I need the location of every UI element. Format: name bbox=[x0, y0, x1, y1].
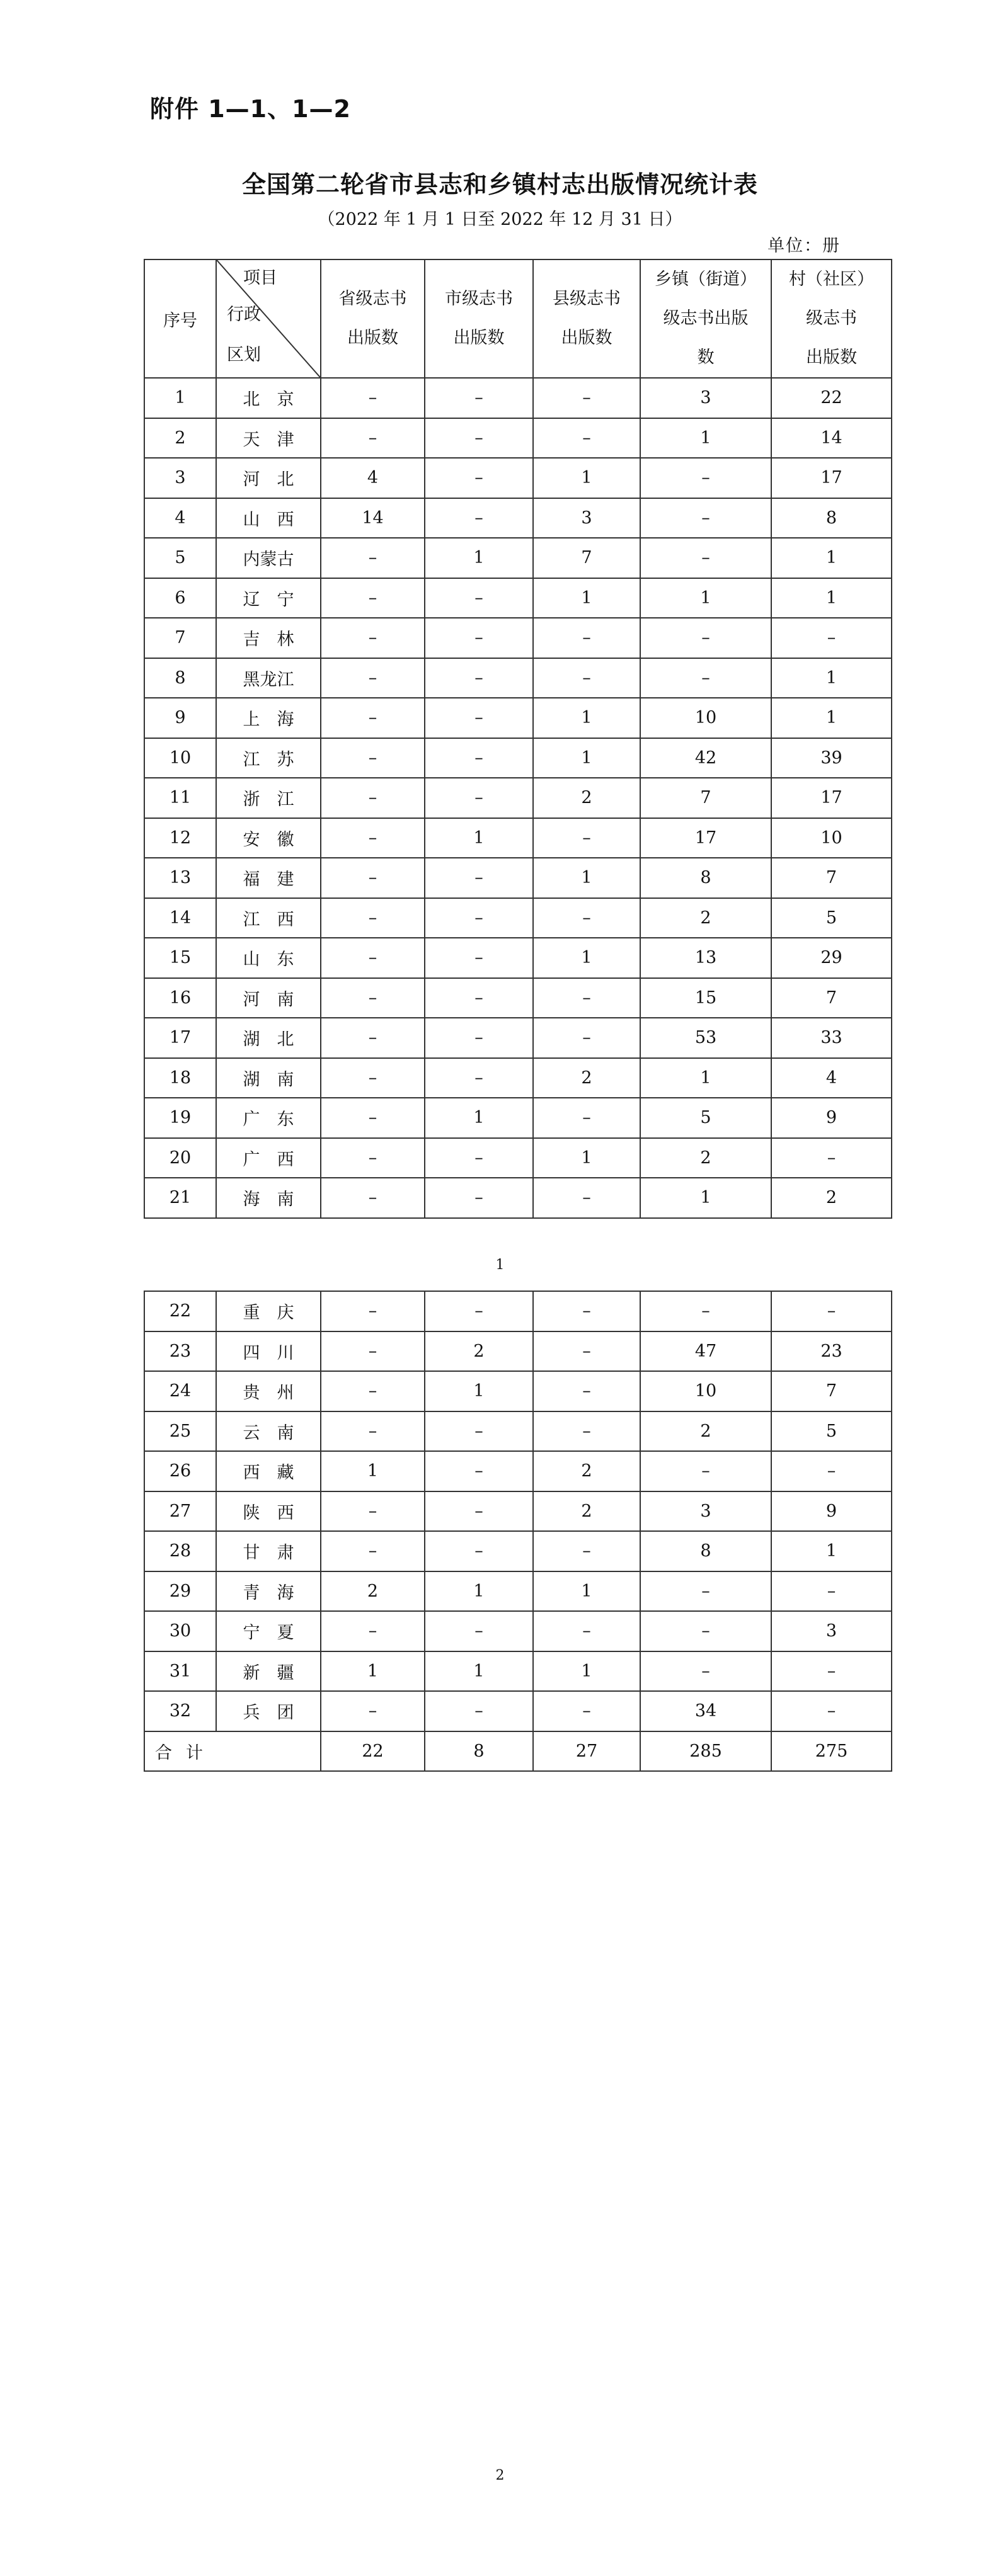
table-row bbox=[144, 1018, 892, 1058]
table-row bbox=[144, 378, 892, 418]
cell-county: – bbox=[533, 418, 640, 459]
cell-county: – bbox=[533, 1098, 640, 1138]
cell-township: – bbox=[640, 1451, 771, 1491]
cell-region: 重 庆 bbox=[216, 1291, 321, 1331]
cell-village: 7 bbox=[771, 858, 892, 898]
cell-county: – bbox=[533, 1691, 640, 1731]
cell-village: – bbox=[771, 1291, 892, 1331]
cell-village: 14 bbox=[771, 418, 892, 459]
cell-village: 8 bbox=[771, 498, 892, 539]
cell-city: 1 bbox=[425, 538, 533, 578]
cell-city: 2 bbox=[425, 1331, 533, 1372]
cell-county: 1 bbox=[533, 1138, 640, 1178]
cell-village: 1 bbox=[771, 538, 892, 578]
cell-village: 1 bbox=[771, 578, 892, 618]
table-row bbox=[144, 1371, 892, 1411]
cell-township: 3 bbox=[640, 378, 771, 418]
header-item-label: 项目 bbox=[243, 268, 277, 288]
cell-provincial: – bbox=[321, 778, 425, 818]
cell-region: 辽 宁 bbox=[216, 578, 321, 618]
cell-provincial: – bbox=[321, 738, 425, 778]
cell-provincial: – bbox=[321, 698, 425, 738]
header-village bbox=[771, 259, 892, 378]
cell-no: 30 bbox=[144, 1611, 216, 1651]
cell-provincial: 2 bbox=[321, 1571, 425, 1612]
cell-region: 云 南 bbox=[216, 1411, 321, 1452]
cell-county: 2 bbox=[533, 1451, 640, 1491]
cell-village: – bbox=[771, 1451, 892, 1491]
cell-township: 1 bbox=[640, 418, 771, 459]
cell-region: 西 藏 bbox=[216, 1451, 321, 1491]
document-title: 全国第二轮省市县志和乡镇村志出版情况统计表 bbox=[241, 171, 758, 198]
cell-no: 22 bbox=[144, 1291, 216, 1331]
cell-village: – bbox=[771, 1138, 892, 1178]
cell-no: 29 bbox=[144, 1571, 216, 1612]
cell-provincial: – bbox=[321, 1411, 425, 1452]
cell-village: 5 bbox=[771, 1411, 892, 1452]
cell-township: 7 bbox=[640, 778, 771, 818]
table-row bbox=[144, 1491, 892, 1532]
cell-village: 17 bbox=[771, 458, 892, 498]
cell-region: 吉 林 bbox=[216, 618, 321, 658]
cell-provincial: – bbox=[321, 418, 425, 459]
header-village-line: 出版数 bbox=[806, 348, 857, 367]
table-header-row bbox=[144, 259, 892, 378]
header-village-line: 村（社区） bbox=[789, 270, 874, 289]
header-county bbox=[533, 259, 640, 378]
table-row bbox=[144, 538, 892, 578]
cell-county: – bbox=[533, 658, 640, 698]
cell-village: 3 bbox=[771, 1611, 892, 1651]
table-row bbox=[144, 1178, 892, 1218]
table-row bbox=[144, 778, 892, 818]
cell-city: – bbox=[425, 778, 533, 818]
cell-no: 15 bbox=[144, 938, 216, 978]
cell-region: 福 建 bbox=[216, 858, 321, 898]
statistics-table-part-1 bbox=[144, 259, 892, 1219]
cell-provincial: – bbox=[321, 1371, 425, 1411]
cell-township: – bbox=[640, 1571, 771, 1612]
header-provincial bbox=[321, 259, 425, 378]
cell-region: 上 海 bbox=[216, 698, 321, 738]
cell-township: 53 bbox=[640, 1018, 771, 1058]
cell-no: 3 bbox=[144, 458, 216, 498]
cell-no: 14 bbox=[144, 898, 216, 938]
cell-provincial: 1 bbox=[321, 1451, 425, 1491]
cell-county: – bbox=[533, 1291, 640, 1331]
cell-county: 1 bbox=[533, 1571, 640, 1612]
total-village: 275 bbox=[771, 1731, 892, 1772]
cell-county: – bbox=[533, 1411, 640, 1452]
cell-county: 2 bbox=[533, 1491, 640, 1532]
cell-region: 湖 北 bbox=[216, 1018, 321, 1058]
header-division-label: 区划 bbox=[227, 345, 261, 365]
cell-no: 7 bbox=[144, 618, 216, 658]
header-no: 序号 bbox=[144, 259, 216, 378]
table-row bbox=[144, 818, 892, 858]
cell-county: – bbox=[533, 1611, 640, 1651]
cell-township: 17 bbox=[640, 818, 771, 858]
cell-city: – bbox=[425, 578, 533, 618]
header-city bbox=[425, 259, 533, 378]
cell-township: 2 bbox=[640, 1138, 771, 1178]
cell-city: – bbox=[425, 858, 533, 898]
cell-county: 1 bbox=[533, 858, 640, 898]
cell-no: 28 bbox=[144, 1531, 216, 1571]
cell-village: 39 bbox=[771, 738, 892, 778]
cell-county: – bbox=[533, 1018, 640, 1058]
cell-county: 1 bbox=[533, 738, 640, 778]
cell-county: 7 bbox=[533, 538, 640, 578]
cell-region: 广 东 bbox=[216, 1098, 321, 1138]
cell-county: – bbox=[533, 978, 640, 1018]
cell-region: 安 徽 bbox=[216, 818, 321, 858]
cell-provincial: – bbox=[321, 1491, 425, 1532]
table-row bbox=[144, 738, 892, 778]
cell-no: 18 bbox=[144, 1058, 216, 1098]
table-row bbox=[144, 1411, 892, 1452]
cell-city: – bbox=[425, 938, 533, 978]
table-row bbox=[144, 938, 892, 978]
cell-village: 2 bbox=[771, 1178, 892, 1218]
cell-city: – bbox=[425, 418, 533, 459]
cell-region: 黑龙江 bbox=[216, 658, 321, 698]
cell-region: 陕 西 bbox=[216, 1491, 321, 1532]
table-row bbox=[144, 1691, 892, 1731]
cell-city: – bbox=[425, 1451, 533, 1491]
cell-township: 1 bbox=[640, 1178, 771, 1218]
table-row bbox=[144, 1098, 892, 1138]
cell-township: 34 bbox=[640, 1691, 771, 1731]
cell-provincial: – bbox=[321, 1138, 425, 1178]
cell-provincial: – bbox=[321, 378, 425, 418]
cell-city: – bbox=[425, 498, 533, 539]
cell-no: 2 bbox=[144, 418, 216, 459]
table-row bbox=[144, 1331, 892, 1372]
header-county-line: 县级志书 bbox=[553, 289, 621, 309]
cell-city: 1 bbox=[425, 1651, 533, 1692]
page-number: 2 bbox=[495, 2468, 505, 2483]
table-row bbox=[144, 1611, 892, 1651]
cell-city: – bbox=[425, 1531, 533, 1571]
cell-no: 9 bbox=[144, 698, 216, 738]
total-township: 285 bbox=[640, 1731, 771, 1772]
table-row bbox=[144, 578, 892, 618]
cell-township: 1 bbox=[640, 578, 771, 618]
cell-township: – bbox=[640, 658, 771, 698]
cell-county: 2 bbox=[533, 1058, 640, 1098]
cell-provincial: – bbox=[321, 858, 425, 898]
cell-provincial: – bbox=[321, 618, 425, 658]
cell-provincial: – bbox=[321, 938, 425, 978]
cell-city: – bbox=[425, 738, 533, 778]
cell-no: 25 bbox=[144, 1411, 216, 1452]
cell-township: 8 bbox=[640, 1531, 771, 1571]
cell-city: 1 bbox=[425, 1371, 533, 1411]
cell-no: 5 bbox=[144, 538, 216, 578]
cell-no: 26 bbox=[144, 1451, 216, 1491]
cell-no: 31 bbox=[144, 1651, 216, 1692]
table-row bbox=[144, 858, 892, 898]
header-village-line: 级志书 bbox=[806, 309, 857, 328]
total-county: 27 bbox=[533, 1731, 640, 1772]
cell-provincial: – bbox=[321, 1331, 425, 1372]
cell-no: 6 bbox=[144, 578, 216, 618]
header-township-line: 乡镇（街道） bbox=[655, 270, 757, 289]
cell-provincial: – bbox=[321, 1611, 425, 1651]
header-township-line: 数 bbox=[697, 348, 715, 367]
cell-no: 20 bbox=[144, 1138, 216, 1178]
header-county-line: 出版数 bbox=[561, 328, 612, 348]
cell-county: 1 bbox=[533, 1651, 640, 1692]
cell-township: 2 bbox=[640, 898, 771, 938]
cell-region: 新 疆 bbox=[216, 1651, 321, 1692]
total-row bbox=[144, 1731, 892, 1772]
cell-township: 13 bbox=[640, 938, 771, 978]
header-township bbox=[640, 259, 771, 378]
table-row bbox=[144, 618, 892, 658]
cell-village: 33 bbox=[771, 1018, 892, 1058]
cell-county: 1 bbox=[533, 458, 640, 498]
cell-no: 27 bbox=[144, 1491, 216, 1532]
cell-provincial: 4 bbox=[321, 458, 425, 498]
cell-provincial: – bbox=[321, 538, 425, 578]
cell-township: – bbox=[640, 1291, 771, 1331]
cell-provincial: – bbox=[321, 658, 425, 698]
cell-region: 海 南 bbox=[216, 1178, 321, 1218]
date-range-subtitle: （2022 年 1 月 1 日至 2022 年 12 月 31 日） bbox=[318, 210, 682, 229]
cell-county: – bbox=[533, 618, 640, 658]
total-city: 8 bbox=[425, 1731, 533, 1772]
cell-region: 浙 江 bbox=[216, 778, 321, 818]
table-row bbox=[144, 498, 892, 539]
cell-county: 1 bbox=[533, 578, 640, 618]
cell-township: – bbox=[640, 498, 771, 539]
cell-township: – bbox=[640, 1651, 771, 1692]
page-number: 1 bbox=[495, 1257, 505, 1273]
table-row bbox=[144, 1651, 892, 1692]
cell-region: 河 北 bbox=[216, 458, 321, 498]
header-admin-label: 行政 bbox=[227, 305, 261, 324]
cell-provincial: – bbox=[321, 578, 425, 618]
cell-provincial: 14 bbox=[321, 498, 425, 539]
cell-township: – bbox=[640, 1611, 771, 1651]
cell-no: 21 bbox=[144, 1178, 216, 1218]
cell-city: – bbox=[425, 1018, 533, 1058]
cell-city: – bbox=[425, 1691, 533, 1731]
cell-provincial: – bbox=[321, 1018, 425, 1058]
cell-region: 北 京 bbox=[216, 378, 321, 418]
cell-region: 宁 夏 bbox=[216, 1611, 321, 1651]
cell-township: 5 bbox=[640, 1098, 771, 1138]
cell-city: – bbox=[425, 1491, 533, 1532]
table-row bbox=[144, 1291, 892, 1331]
cell-township: 3 bbox=[640, 1491, 771, 1532]
table-row bbox=[144, 658, 892, 698]
cell-village: 1 bbox=[771, 1531, 892, 1571]
cell-county: – bbox=[533, 1531, 640, 1571]
cell-city: – bbox=[425, 1178, 533, 1218]
cell-region: 山 西 bbox=[216, 498, 321, 539]
table-row bbox=[144, 698, 892, 738]
header-city-line: 出版数 bbox=[453, 328, 505, 348]
cell-city: 1 bbox=[425, 1571, 533, 1612]
cell-county: 2 bbox=[533, 778, 640, 818]
cell-village: – bbox=[771, 1651, 892, 1692]
cell-county: – bbox=[533, 378, 640, 418]
cell-village: 17 bbox=[771, 778, 892, 818]
cell-provincial: – bbox=[321, 1691, 425, 1731]
cell-township: 42 bbox=[640, 738, 771, 778]
cell-region: 山 东 bbox=[216, 938, 321, 978]
cell-no: 11 bbox=[144, 778, 216, 818]
cell-region: 河 南 bbox=[216, 978, 321, 1018]
header-diagonal-cell bbox=[216, 259, 321, 378]
cell-region: 内蒙古 bbox=[216, 538, 321, 578]
cell-provincial: – bbox=[321, 898, 425, 938]
header-provincial-line: 出版数 bbox=[347, 328, 398, 348]
cell-city: – bbox=[425, 898, 533, 938]
cell-village: – bbox=[771, 1571, 892, 1612]
cell-village: 9 bbox=[771, 1491, 892, 1532]
cell-village: 23 bbox=[771, 1331, 892, 1372]
cell-city: – bbox=[425, 698, 533, 738]
cell-village: 1 bbox=[771, 698, 892, 738]
cell-no: 10 bbox=[144, 738, 216, 778]
cell-region: 兵 团 bbox=[216, 1691, 321, 1731]
cell-village: 22 bbox=[771, 378, 892, 418]
cell-village: 1 bbox=[771, 658, 892, 698]
table-row bbox=[144, 418, 892, 459]
table-row bbox=[144, 898, 892, 938]
cell-county: – bbox=[533, 1331, 640, 1372]
header-township-line: 级志书出版 bbox=[663, 309, 749, 328]
cell-county: – bbox=[533, 898, 640, 938]
cell-city: – bbox=[425, 978, 533, 1018]
total-label: 合计 bbox=[144, 1731, 321, 1772]
cell-region: 贵 州 bbox=[216, 1371, 321, 1411]
cell-city: 1 bbox=[425, 1098, 533, 1138]
cell-region: 四 川 bbox=[216, 1331, 321, 1372]
cell-village: 5 bbox=[771, 898, 892, 938]
table-row bbox=[144, 1451, 892, 1491]
header-provincial-line: 省级志书 bbox=[338, 289, 407, 309]
cell-township: 10 bbox=[640, 1371, 771, 1411]
cell-county: – bbox=[533, 1371, 640, 1411]
table-row bbox=[144, 1138, 892, 1178]
cell-township: – bbox=[640, 538, 771, 578]
cell-region: 湖 南 bbox=[216, 1058, 321, 1098]
cell-city: – bbox=[425, 1058, 533, 1098]
cell-village: – bbox=[771, 1691, 892, 1731]
cell-region: 江 西 bbox=[216, 898, 321, 938]
cell-county: 3 bbox=[533, 498, 640, 539]
header-city-line: 市级志书 bbox=[445, 289, 513, 309]
cell-no: 17 bbox=[144, 1018, 216, 1058]
cell-city: – bbox=[425, 458, 533, 498]
cell-city: 1 bbox=[425, 818, 533, 858]
unit-label: 单位：册 bbox=[767, 236, 841, 256]
cell-provincial: – bbox=[321, 1058, 425, 1098]
cell-village: 7 bbox=[771, 1371, 892, 1411]
cell-city: – bbox=[425, 1411, 533, 1452]
cell-no: 4 bbox=[144, 498, 216, 539]
cell-city: – bbox=[425, 658, 533, 698]
cell-township: 2 bbox=[640, 1411, 771, 1452]
cell-township: – bbox=[640, 458, 771, 498]
table-row bbox=[144, 978, 892, 1018]
cell-provincial: – bbox=[321, 1178, 425, 1218]
cell-no: 23 bbox=[144, 1331, 216, 1372]
cell-region: 江 苏 bbox=[216, 738, 321, 778]
cell-region: 广 西 bbox=[216, 1138, 321, 1178]
cell-township: 10 bbox=[640, 698, 771, 738]
cell-county: 1 bbox=[533, 698, 640, 738]
cell-provincial: – bbox=[321, 1531, 425, 1571]
cell-no: 1 bbox=[144, 378, 216, 418]
cell-no: 32 bbox=[144, 1691, 216, 1731]
cell-no: 19 bbox=[144, 1098, 216, 1138]
cell-city: – bbox=[425, 618, 533, 658]
cell-village: 7 bbox=[771, 978, 892, 1018]
cell-village: 9 bbox=[771, 1098, 892, 1138]
cell-no: 16 bbox=[144, 978, 216, 1018]
cell-village: 10 bbox=[771, 818, 892, 858]
cell-township: 47 bbox=[640, 1331, 771, 1372]
cell-city: – bbox=[425, 1611, 533, 1651]
cell-provincial: – bbox=[321, 1098, 425, 1138]
cell-provincial: – bbox=[321, 1291, 425, 1331]
table-row bbox=[144, 1571, 892, 1612]
cell-no: 24 bbox=[144, 1371, 216, 1411]
table-row bbox=[144, 458, 892, 498]
cell-no: 8 bbox=[144, 658, 216, 698]
cell-no: 13 bbox=[144, 858, 216, 898]
cell-city: – bbox=[425, 1291, 533, 1331]
cell-provincial: 1 bbox=[321, 1651, 425, 1692]
cell-city: – bbox=[425, 378, 533, 418]
total-provincial: 22 bbox=[321, 1731, 425, 1772]
cell-city: – bbox=[425, 1138, 533, 1178]
cell-county: – bbox=[533, 818, 640, 858]
cell-township: 8 bbox=[640, 858, 771, 898]
cell-township: 15 bbox=[640, 978, 771, 1018]
cell-provincial: – bbox=[321, 978, 425, 1018]
cell-region: 天 津 bbox=[216, 418, 321, 459]
cell-township: – bbox=[640, 618, 771, 658]
table-row bbox=[144, 1058, 892, 1098]
cell-provincial: – bbox=[321, 818, 425, 858]
cell-region: 甘 肃 bbox=[216, 1531, 321, 1571]
attachment-label: 附件 1—1、1—2 bbox=[150, 95, 351, 123]
cell-village: 4 bbox=[771, 1058, 892, 1098]
cell-village: 29 bbox=[771, 938, 892, 978]
cell-region: 青 海 bbox=[216, 1571, 321, 1612]
statistics-table-part-2 bbox=[144, 1291, 892, 1772]
cell-county: – bbox=[533, 1178, 640, 1218]
cell-township: 1 bbox=[640, 1058, 771, 1098]
cell-village: – bbox=[771, 618, 892, 658]
cell-county: 1 bbox=[533, 938, 640, 978]
cell-no: 12 bbox=[144, 818, 216, 858]
table-row bbox=[144, 1531, 892, 1571]
